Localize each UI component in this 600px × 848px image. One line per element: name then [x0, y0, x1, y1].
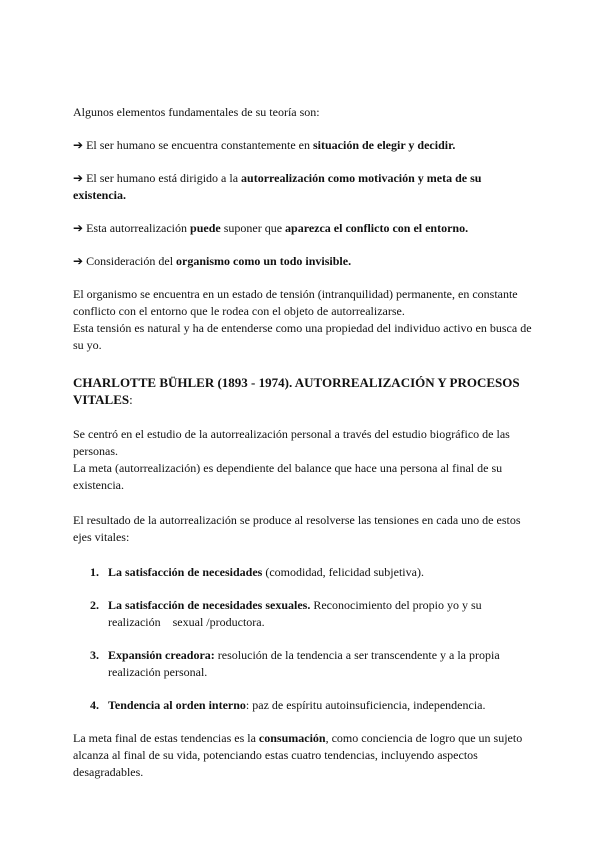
list-item: 4. Tendencia al orden interno: paz de espíritu autoinsuficiencia, independencia. [90, 698, 486, 712]
intro-text: Algunos elementos fundamentales de su teoría son: [73, 105, 320, 119]
paragraph: El organismo se encuentra en un estado de tensión (intranquilidad) permanente, en constante conflicto con el entorno que le rodea con el objeto de autorrealizarse. Esta tensión es natural y ha de entenderse como una propiedad del individuo activo en busca de su yo. [73, 287, 532, 352]
paragraph: La meta final de estas tendencias es la consumación, como conciencia de logro que un sujeto alcanza al final de su vida, potenciando estas cuatro tendencias, incluyendo aspectos desagradables. [73, 731, 523, 779]
list-item: 2. La satisfacción de necesidades sexuales. Reconocimiento del propio yo y su realización sexual /productora. [90, 598, 485, 629]
bullet-item: ➔ Consideración del organismo como un todo invisible. [73, 254, 352, 268]
document-body [73, 104, 533, 781]
list-item: 3. Expansión creadora: resolución de la tendencia a ser transcendente y a la propia realización personal. [90, 648, 500, 679]
arrow-icon: ➔ [73, 221, 84, 235]
arrow-icon: ➔ [73, 138, 84, 152]
arrow-icon: ➔ [73, 171, 84, 185]
bullet-item: ➔ El ser humano está dirigido a la autorrealización como motivación y meta de su existencia. [73, 171, 482, 202]
arrow-icon: ➔ [73, 254, 84, 268]
paragraph: El resultado de la autorrealización se produce al resolverse las tensiones en cada uno de estos ejes vitales: [73, 513, 521, 544]
numbered-list [73, 564, 533, 714]
section-heading: CHARLOTTE BÜHLER (1893 - 1974). AUTORREALIZACIÓN Y PROCESOS VITALES: [73, 375, 520, 407]
bullet-item: ➔ El ser humano se encuentra constantemente en situación de elegir y decidir. [73, 138, 456, 152]
bullet-item: ➔ Esta autorrealización puede suponer que aparezca el conflicto con el entorno. [73, 221, 469, 235]
list-item: 1. La satisfacción de necesidades (comodidad, felicidad subjetiva). [90, 565, 424, 579]
paragraph: Se centró en el estudio de la autorrealización personal a través del estudio biográfico de las personas. La meta (autorrealización) es dependiente del balance que hace una persona al final de su existencia. [73, 427, 510, 492]
